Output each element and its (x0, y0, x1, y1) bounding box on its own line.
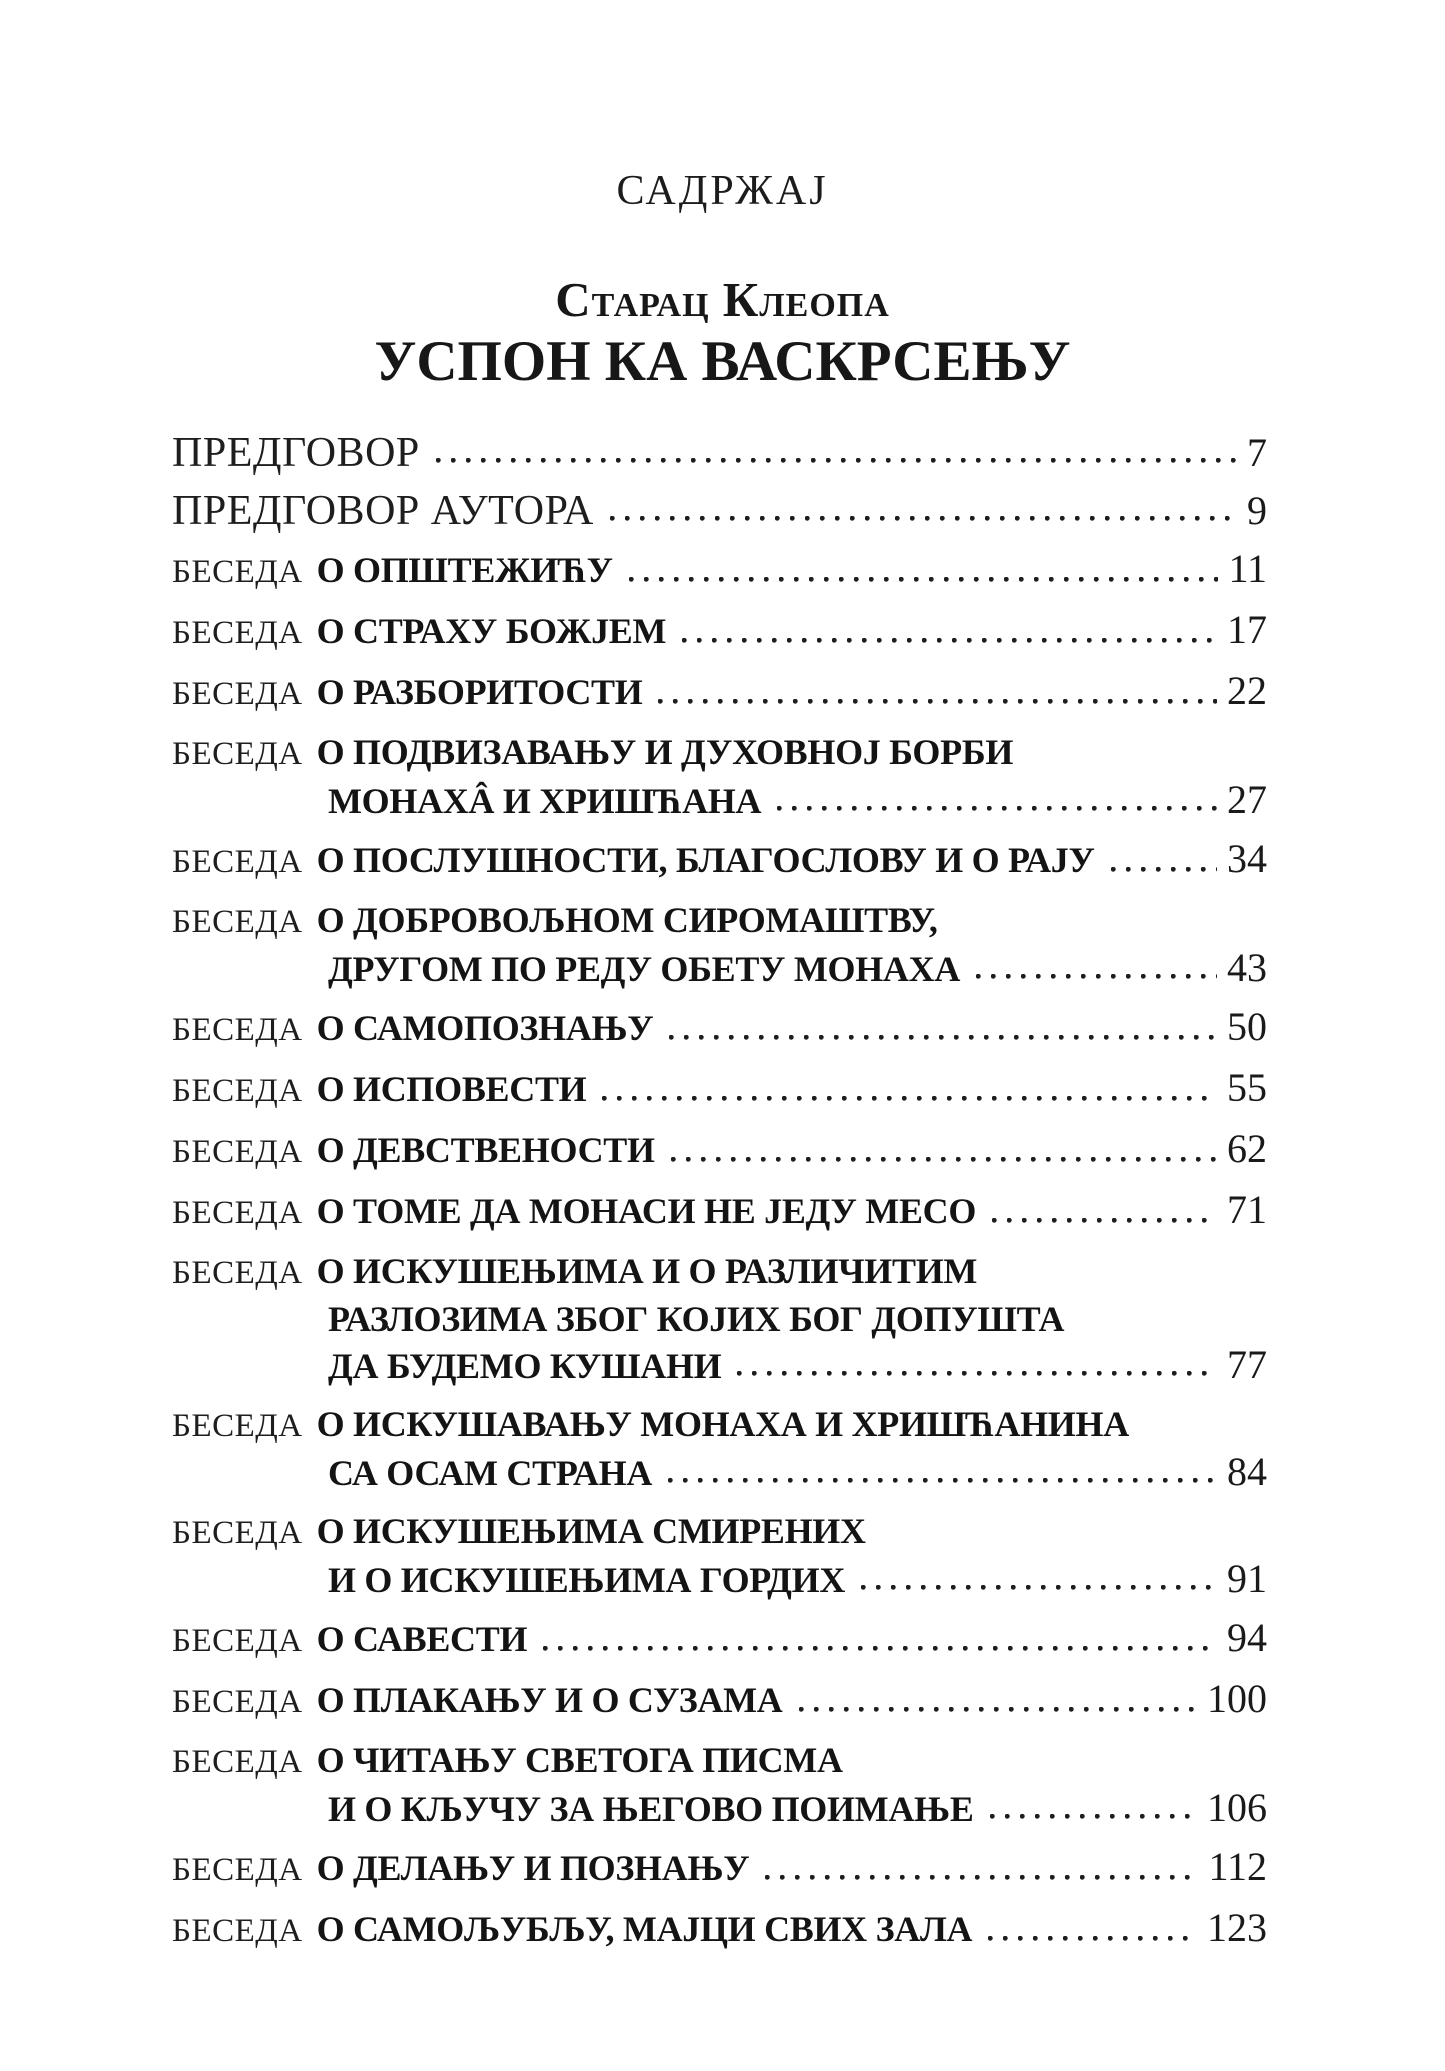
entry-label: БЕСЕДА (172, 676, 303, 712)
entry-title-line: О ИСПОВЕСТИ (316, 1069, 587, 1109)
page-number: 100 (1207, 1676, 1267, 1721)
toc-entry-line (172, 430, 1267, 476)
entry-title-line: О ДОБРОВОЉНОМ СИРОМАШТВУ, (316, 900, 938, 940)
entry-title-line: И О ИСКУШЕЊИМА ГОРДИХ (328, 1560, 846, 1600)
page-number: 62 (1227, 1126, 1267, 1171)
toc-entry-line (172, 1296, 1267, 1342)
entry-label: БЕСЕДА (172, 736, 303, 772)
toc-entry (172, 1004, 1267, 1053)
contents-heading: САДРЖАЈ (616, 168, 829, 214)
dot-leader (668, 1449, 1217, 1496)
toc-entry-line (172, 1615, 1267, 1664)
toc-entry (172, 1844, 1267, 1893)
entry-label: БЕСЕДА (172, 904, 303, 940)
dot-leader (610, 488, 1237, 534)
entry-title-line: И О КЉУЧУ ЗА ЊЕГОВО ПОИМАЊЕ (328, 1789, 974, 1829)
entry-title-line: О ДЕВСТВЕНОСТИ (316, 1130, 655, 1170)
toc-entry (172, 836, 1267, 885)
page-number: 84 (1227, 1449, 1267, 1494)
page-number: 123 (1207, 1905, 1267, 1950)
page-number: 112 (1208, 1844, 1267, 1889)
page-number: 106 (1207, 1785, 1267, 1830)
entry-label: БЕСЕДА (172, 1134, 303, 1170)
toc-entry-line (172, 945, 1267, 992)
page-number: 94 (1227, 1615, 1267, 1660)
entry-title-line: О САМОПОЗНАЊУ (316, 1008, 654, 1048)
entry-title-line: О ДЕЛАЊУ И ПОЗНАЊУ (316, 1848, 750, 1888)
page-number: 77 (1227, 1342, 1267, 1387)
entry-label: БЕСЕДА (172, 1913, 303, 1949)
toc-entry-line (172, 668, 1267, 717)
toc-entry-line (172, 1785, 1267, 1832)
entry-title-line: О ТОМЕ ДА МОНАСИ НЕ ЈЕДУ МЕСО (316, 1191, 977, 1231)
toc-entry-line (172, 897, 1267, 945)
page-number: 22 (1227, 668, 1267, 713)
dot-leader (777, 777, 1217, 824)
toc-entry-line (172, 1508, 1267, 1556)
toc-entry (172, 1187, 1267, 1236)
entry-title-line: О ИСКУШЕЊИМА СМИРЕНИХ (316, 1511, 866, 1551)
page-number: 50 (1227, 1004, 1267, 1049)
page-number: 34 (1227, 836, 1267, 881)
entry-label: БЕСЕДА (172, 1255, 303, 1291)
entry-label: БЕСЕДА (172, 1408, 303, 1444)
page-number: 11 (1228, 546, 1267, 591)
toc-entry-line (172, 1844, 1267, 1893)
page-number: 7 (1247, 430, 1267, 475)
entry-title-line: О ИСКУШЕЊИМА И О РАЗЛИЧИТИМ (316, 1251, 978, 1291)
toc-entry-line (172, 488, 1267, 534)
entry-title-line: ДА БУДЕМО КУШАНИ (328, 1346, 722, 1386)
entry-label: БЕСЕДА (172, 1744, 303, 1780)
page-number: 71 (1227, 1187, 1267, 1232)
toc-entry (172, 1126, 1267, 1175)
entry-label: ПРЕДГОВОР (172, 430, 420, 476)
toc-entry-line (172, 1126, 1267, 1175)
entry-label: БЕСЕДА (172, 1195, 303, 1231)
entry-label: ПРЕДГОВОР АУТОРА (172, 488, 594, 534)
book-title: УСПОН КА ВАСКРСЕЊУ (374, 330, 1071, 393)
page-number: 55 (1227, 1065, 1267, 1110)
toc-entry (172, 729, 1267, 824)
toc-entry (172, 1676, 1267, 1725)
toc-entry (172, 488, 1267, 534)
toc-entry-line (172, 777, 1267, 824)
toc-list (172, 430, 1267, 1966)
entry-title-line: О САМОЉУБЉУ, МАЈЦИ СВИХ ЗАЛА (316, 1909, 973, 1949)
toc-entry-line (172, 1449, 1267, 1496)
toc-entry (172, 1401, 1267, 1496)
toc-entry-line (172, 607, 1267, 656)
entry-title-line: О ИСКУШАВАЊУ МОНАХА И ХРИШЋАНИНА (316, 1404, 1129, 1444)
entry-title-line: СА ОСАМ СТРАНА (328, 1453, 653, 1493)
entry-title-line: О ОПШТЕЖИЋУ (316, 550, 613, 590)
dot-leader (602, 1065, 1217, 1114)
page-number: 27 (1227, 777, 1267, 822)
dot-leader (543, 1615, 1217, 1664)
entry-label: БЕСЕДА (172, 1852, 303, 1888)
dot-leader (988, 1905, 1197, 1954)
book-author: Старац Клеопа (555, 272, 890, 327)
entry-label: БЕСЕДА (172, 1684, 303, 1720)
entry-title-line: О СТРАХУ БОЖЈЕМ (316, 611, 667, 651)
dot-leader (737, 1342, 1217, 1389)
dot-leader (671, 1126, 1217, 1175)
toc-entry-line (172, 836, 1267, 885)
toc-entry-line (172, 1004, 1267, 1053)
toc-entry-line (172, 1187, 1267, 1236)
dot-leader (436, 430, 1237, 476)
dot-leader (976, 945, 1217, 992)
dot-leader (861, 1556, 1217, 1603)
toc-entry (172, 546, 1267, 595)
entry-title-line: О РАЗБОРИТОСТИ (316, 672, 643, 712)
toc-entry-line (172, 1248, 1267, 1296)
toc-entry-line (172, 1676, 1267, 1725)
toc-entry (172, 1065, 1267, 1114)
dot-leader (799, 1676, 1198, 1725)
entry-title-line: О ПОДВИЗАВАЊУ И ДУХОВНОЈ БОРБИ (316, 732, 1014, 772)
entry-title-line: О САВЕСТИ (316, 1619, 528, 1659)
toc-entry (172, 1905, 1267, 1954)
dot-leader (1111, 836, 1217, 885)
toc-entry (172, 1248, 1267, 1389)
dot-leader (682, 607, 1217, 656)
page-number: 91 (1227, 1556, 1267, 1601)
toc-entry (172, 897, 1267, 992)
entry-label: БЕСЕДА (172, 615, 303, 651)
entry-title-line: МОНАХÂ И ХРИШЋАНА (328, 781, 762, 821)
entry-label: БЕСЕДА (172, 1012, 303, 1048)
dot-leader (658, 668, 1217, 717)
toc-entry (172, 607, 1267, 656)
entry-title-line: О ПЛАКАЊУ И О СУЗАМА (316, 1680, 783, 1720)
toc-entry-line (172, 546, 1267, 595)
dot-leader (990, 1785, 1197, 1832)
toc-entry (172, 668, 1267, 717)
entry-label: БЕСЕДА (172, 844, 303, 880)
toc-entry-line (172, 1401, 1267, 1449)
entry-label: БЕСЕДА (172, 1623, 303, 1659)
entry-title-line: О ЧИТАЊУ СВЕТОГА ПИСМА (316, 1740, 843, 1780)
toc-entry-line (172, 1905, 1267, 1954)
page-number: 17 (1227, 607, 1267, 652)
entry-title-line: ДРУГОМ ПО РЕДУ ОБЕТУ МОНАХА (328, 949, 961, 989)
dot-leader (992, 1187, 1217, 1236)
page-number: 43 (1227, 945, 1267, 990)
entry-title-line: О ПОСЛУШНОСТИ, БЛАГОСЛОВУ И О РАЈУ (316, 840, 1095, 880)
toc-entry (172, 430, 1267, 476)
toc-entry-line (172, 1065, 1267, 1114)
book-title-block (0, 272, 1445, 396)
toc-entry (172, 1737, 1267, 1832)
toc-entry-line (172, 1342, 1267, 1389)
dot-leader (669, 1004, 1217, 1053)
page-number: 9 (1247, 488, 1267, 533)
toc-entry-line (172, 1737, 1267, 1785)
entry-label: БЕСЕДА (172, 1073, 303, 1109)
entry-label: БЕСЕДА (172, 1515, 303, 1551)
toc-entry-line (172, 729, 1267, 777)
dot-leader (765, 1844, 1198, 1893)
toc-entry-line (172, 1556, 1267, 1603)
entry-label: БЕСЕДА (172, 554, 303, 590)
dot-leader (629, 546, 1219, 595)
toc-entry (172, 1615, 1267, 1664)
entry-title-line: РАЗЛОЗИМА ЗБОГ КОЈИХ БОГ ДОПУШТА (328, 1299, 1065, 1339)
toc-entry (172, 1508, 1267, 1603)
